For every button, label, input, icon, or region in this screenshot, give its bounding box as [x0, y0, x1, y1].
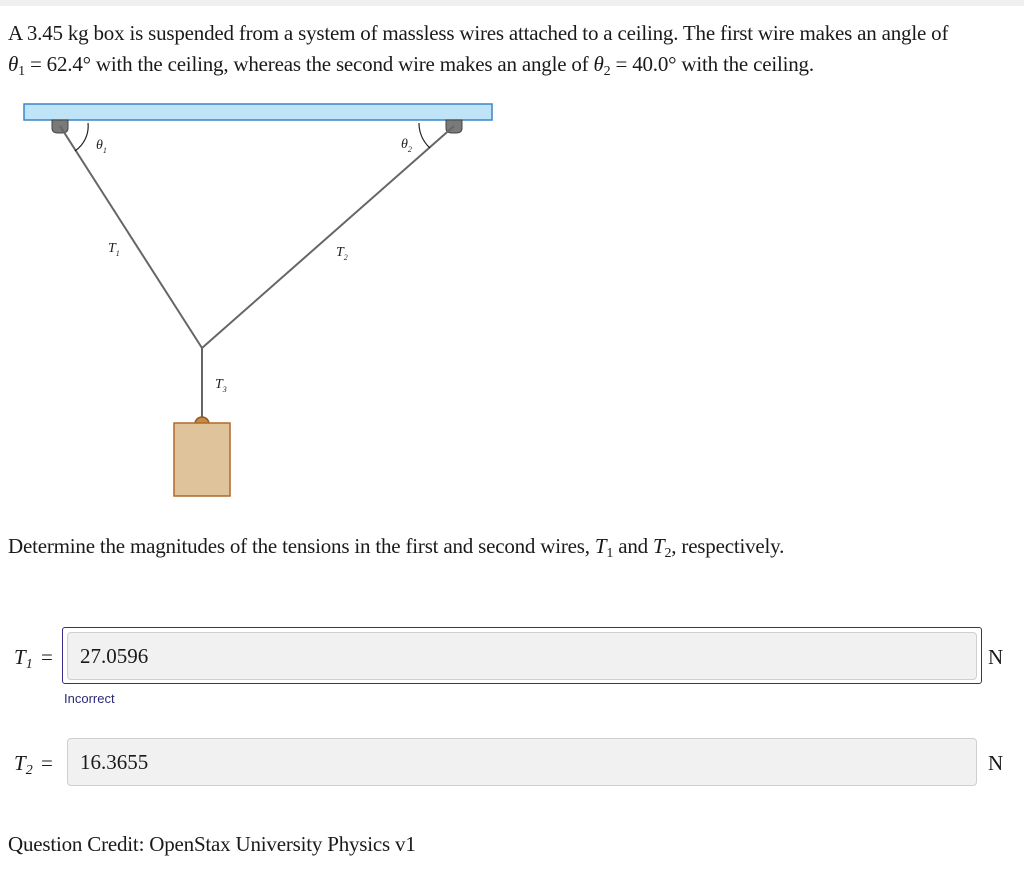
box [174, 423, 230, 496]
theta2-arc [419, 123, 430, 148]
t1-feedback-incorrect: Incorrect [64, 691, 115, 706]
theta1-label: $\theta_1$ [96, 138, 107, 155]
t1-unit: N [988, 645, 1004, 669]
t2-answer-input[interactable] [67, 738, 977, 786]
t2-equals-sign: = [41, 751, 53, 775]
problem-line-2-part-b: = 40.0° with the ceiling. [610, 52, 814, 76]
wire-2 [202, 126, 454, 348]
ceiling [24, 104, 492, 120]
theta1-symbol: θ [8, 52, 19, 76]
question-t1-symbol: T [594, 534, 607, 558]
problem-statement [8, 18, 1008, 80]
t1-label: $T_1$ [108, 241, 120, 258]
question-credit: Question Credit: OpenStax University Physics v1 [8, 832, 416, 856]
t1-answer-input[interactable] [67, 632, 977, 680]
question-text [8, 531, 1008, 562]
question-t1-subscript: 1 [606, 546, 614, 561]
theta1-arc [75, 123, 88, 151]
theta2-subscript: 2 [603, 64, 611, 79]
question-part-b: , respectively. [671, 534, 785, 558]
t1-answer-label: $T_1$ [14, 645, 33, 672]
top-bar [0, 0, 1024, 6]
theta1-subscript: 1 [18, 64, 25, 79]
wire-system-diagram [0, 96, 520, 506]
t2-answer-label: $T_2$ [14, 751, 33, 778]
t3-label: $T_3$ [215, 377, 227, 394]
problem-line-2-part-a: = 62.4° with the ceiling, whereas the second wire makes an angle of [24, 52, 594, 76]
t2-label: $T_2$ [336, 245, 348, 262]
t2-unit: N [988, 751, 1004, 775]
theta2-label: $\theta_2$ [401, 137, 412, 154]
question-and: and [613, 534, 653, 558]
wire-1 [60, 126, 202, 348]
question-t2-symbol: T [653, 534, 665, 558]
problem-line-2 [8, 49, 1008, 80]
t1-equals-sign: = [41, 645, 53, 669]
problem-line-1: A 3.45 kg box is suspended from a system of massless wires attached to a ceiling. The first wire makes an angle of [8, 21, 949, 45]
theta2-symbol: θ [593, 52, 604, 76]
question-part-a: Determine the magnitudes of the tensions in the first and second wires, [8, 534, 595, 558]
question-t2-subscript: 2 [664, 546, 672, 561]
